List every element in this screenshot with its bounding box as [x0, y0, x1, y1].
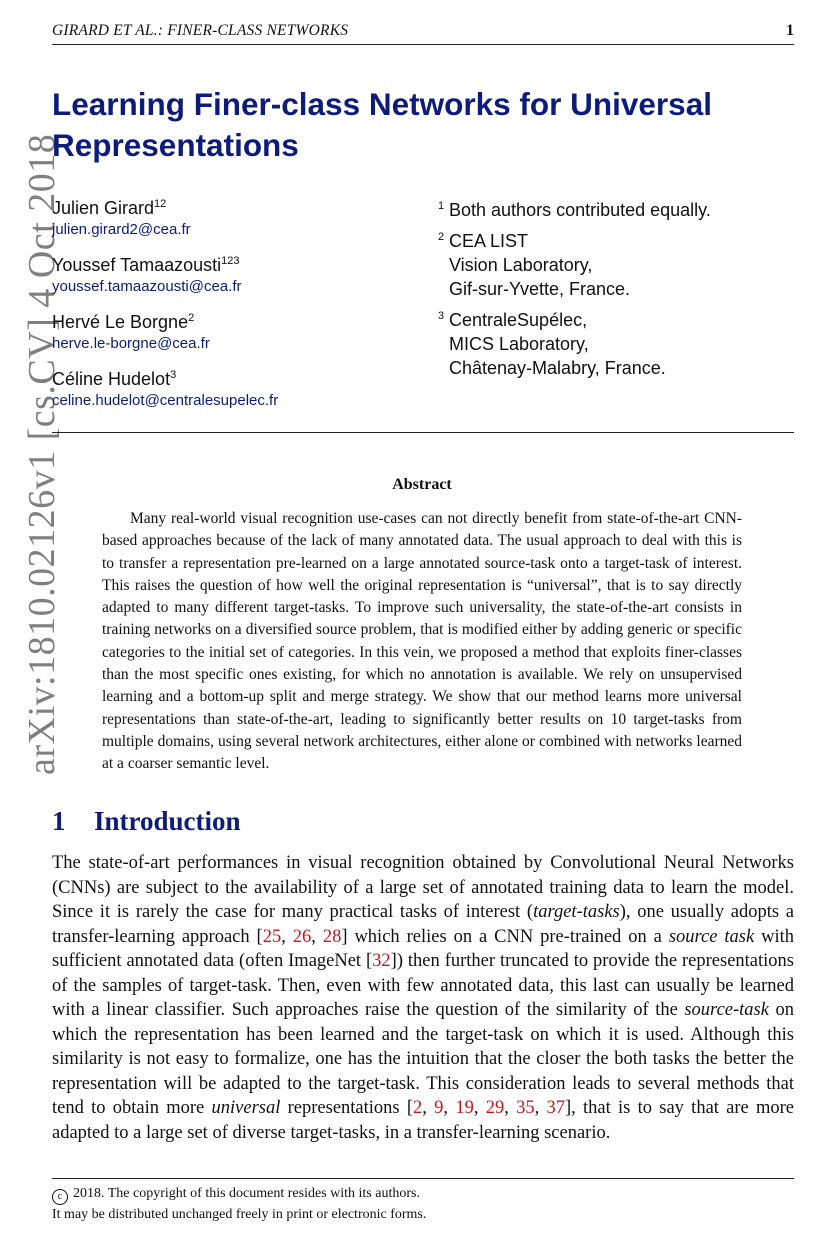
emphasis: source task: [668, 926, 755, 947]
divider: [52, 432, 794, 433]
citation-link[interactable]: 2: [413, 1098, 423, 1118]
citation-link[interactable]: 9: [434, 1098, 444, 1118]
author-name: Céline Hudelot$^3$: [52, 369, 177, 389]
citation-link[interactable]: 29: [485, 1098, 505, 1118]
affiliation-line: Both authors contributed equally.: [449, 200, 711, 220]
affiliation-line: CEA LIST: [449, 231, 529, 251]
citation-link[interactable]: 26: [292, 926, 312, 947]
author-email-link[interactable]: herve.le-borgne@cea.fr: [52, 335, 210, 352]
affiliation-line: Châtenay-Malabry, France.: [449, 358, 666, 378]
footer-divider: [52, 1178, 794, 1179]
affiliation-item: [438, 198, 798, 222]
section-heading: [52, 806, 241, 837]
affiliation-mark: 3: [438, 310, 445, 322]
author-list: [52, 197, 412, 425]
running-header: [52, 20, 794, 45]
affiliation-line: Gif-sur-Yvette, France.: [449, 279, 631, 299]
citation-link[interactable]: 28: [322, 926, 342, 947]
affiliation-item: [438, 308, 798, 380]
author-email-link[interactable]: youssef.tamaazousti@cea.fr: [52, 278, 242, 295]
author-name: Youssef Tamaazousti$^{123}$: [52, 255, 240, 275]
copyright-notice: [52, 1184, 794, 1224]
author-name: Hervé Le Borgne$^2$: [52, 312, 195, 332]
affiliation-item: [438, 229, 798, 301]
abstract-heading: Abstract: [392, 476, 452, 493]
intro-paragraph: The state-of-art performances in visual recognition obtained by Convolutional Neural Networks (CNNs) are subject to the availability of a large set of annotated training data to learn the model. Since it is rarely the case for many practical tasks of interest (target-tasks), one usually adopts a transfer-learning approach [25, 26, 28] which relies on a CNN pre-trained on a source task with sufficient annotated data (often ImageNet [32]) then further truncated to provide the representations of the samples of target-task. Then, even with few annotated data, this last can usually be learned with a linear classifier. Such approaches raise the question of the similarity of the source-task on which the representation has been learned and the target-task on which it is used. Although this similarity is not easy to formalize, one has the intuition that the closer the both tasks the better the representation will be adapted to the target-task. This consideration leads to several methods that tend to obtain more universal representations [2, 9, 19, 29, 35, 37], that is to say that are more adapted to a large set of diverse target-tasks, in a transfer-learning scenario.: [52, 853, 795, 1143]
paper-title: Learning Finer-class Networks for Universal Representations: [52, 86, 712, 163]
running-title: GIRARD ET AL.: FINER-CLASS NETWORKS: [52, 22, 349, 39]
citation-link[interactable]: 37: [546, 1098, 565, 1118]
affiliation-mark: 1: [438, 200, 445, 212]
arxiv-stamp: arXiv:1810.02126v1 [cs.CV] 4 Oct 2018: [21, 133, 63, 775]
author-email-link[interactable]: celine.hudelot@centralesupelec.fr: [52, 392, 279, 409]
emphasis: target-tasks: [533, 902, 620, 922]
abstract-text: Many real-world visual recognition use-cases can not directly benefit from state-of-the-art CNN-based approaches because of the lack of many annotated data. The usual approach to deal with this is to transfer a representation pre-learned on a large annotated source-task onto a target-task of interest. This raises the question of how well the original representation is “universal”, that is to say directly adapted to many different target-tasks. To improve such universality, the state-of-the-art consists in training networks on a diversified source problem, that is modified either by adding generic or specific categories to the initial set of categories. In this vein, we proposed a method that exploits finer-classes than the most specific ones existing, for which no annotation is available. We rely on unsupervised learning and a bottom-up split and merge strategy. We show that our method learns more universal representations than state-of-the-art, leading to significantly better results on 10 target-tasks from multiple domains, using several network architectures, either alone or combined with networks learned at a coarser semantic level.: [102, 510, 742, 773]
copyright-line: It may be distributed unchanged freely in print or electronic forms.: [52, 1207, 427, 1222]
emphasis: source-task: [684, 1000, 769, 1020]
section-number: 1: [52, 806, 66, 836]
affiliation-line: CentraleSupélec,: [449, 310, 588, 330]
citation-link[interactable]: 32: [372, 951, 391, 971]
page-number: 1: [786, 22, 794, 39]
copyright-line: 2018. The copyright of this document resides with its authors.: [73, 1186, 420, 1201]
affiliation-list: [438, 198, 798, 387]
citation-link[interactable]: 35: [516, 1098, 535, 1118]
section-title: Introduction: [94, 806, 241, 836]
author-name: Julien Girard$^{12}$: [52, 198, 167, 218]
citation-link[interactable]: 25: [262, 926, 282, 947]
emphasis: universal: [211, 1098, 281, 1118]
affiliation-line: Vision Laboratory,: [449, 255, 593, 275]
author-email-link[interactable]: julien.girard2@cea.fr: [52, 221, 191, 238]
citation-link[interactable]: 19: [455, 1098, 474, 1118]
affiliation-line: MICS Laboratory,: [449, 334, 589, 354]
affiliation-mark: 2: [438, 231, 445, 243]
copyright-icon: c: [52, 1189, 68, 1205]
